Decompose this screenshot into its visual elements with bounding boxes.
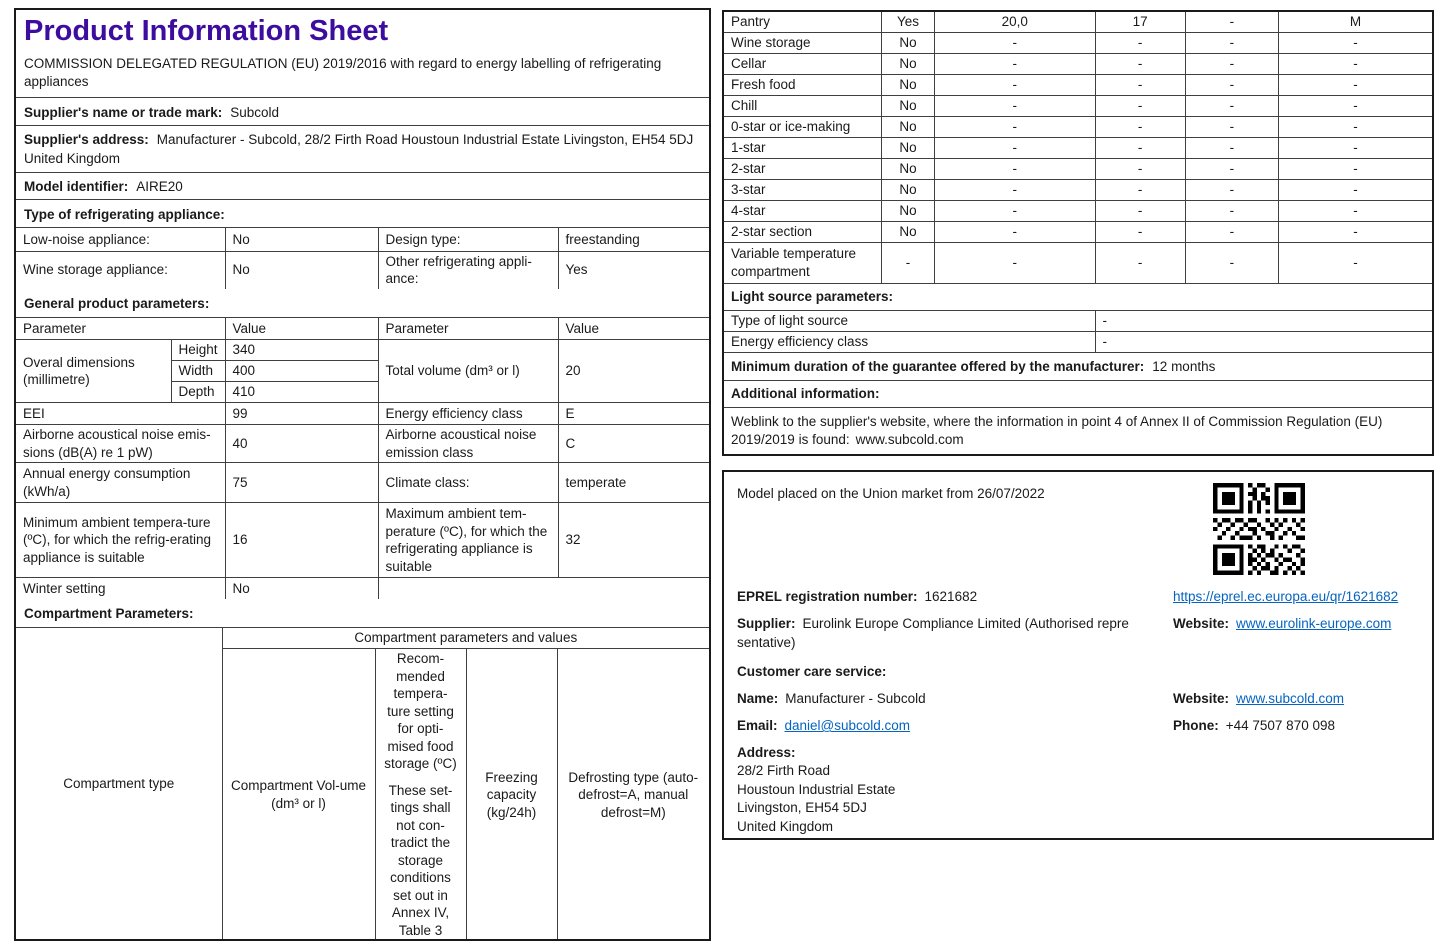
compartment-group-header: Compartment parameters and values xyxy=(222,628,709,649)
registration-box xyxy=(722,470,1434,840)
light-source-heading: Light source parameters: xyxy=(723,284,1433,311)
temp-cell: - xyxy=(1095,222,1185,243)
compartment-type-cell: 3-star xyxy=(723,180,881,201)
freezing-cell: - xyxy=(1185,138,1278,159)
compartment-header-table-wrap xyxy=(16,627,709,941)
defrost-cell: - xyxy=(1279,54,1433,75)
additional-heading: Additional information: xyxy=(723,381,1433,408)
winter-setting-value: No xyxy=(225,578,378,599)
freezing-cell: - xyxy=(1185,75,1278,96)
address-line: Livingston, EH54 5DJ xyxy=(737,800,867,815)
customer-care-heading: Customer care service: xyxy=(737,664,887,679)
present-cell: No xyxy=(881,180,934,201)
general-parameters-table xyxy=(16,318,709,599)
defrosting-type-col-header: Defrosting type (auto-defrost=A, manual defrost=M) xyxy=(557,649,709,941)
defrost-cell: - xyxy=(1279,201,1433,222)
low-noise-label: Low-noise appliance: xyxy=(16,228,225,251)
volume-cell: - xyxy=(935,117,1095,138)
wine-storage-value: No xyxy=(225,251,378,289)
email-label: Email: xyxy=(737,718,778,733)
table-row-2-star-section xyxy=(723,222,1433,243)
additional-heading-row xyxy=(723,381,1433,408)
height-value: 340 xyxy=(225,340,378,361)
min-temp-value: 16 xyxy=(225,503,378,578)
compartment-volume-col-header: Compartment Vol-ume (dm³ or l) xyxy=(222,649,375,941)
total-volume-value: 20 xyxy=(558,340,709,403)
height-label: Height xyxy=(171,340,225,361)
subcold-website-link[interactable]: www.subcold.com xyxy=(1236,691,1345,706)
defrost-cell: - xyxy=(1279,117,1433,138)
compartment-type-cell: 2-star xyxy=(723,159,881,180)
eei-value: 99 xyxy=(225,403,378,425)
temp-cell: - xyxy=(1095,96,1185,117)
compartment-values-table xyxy=(722,10,1434,456)
model-identifier-value: AIRE20 xyxy=(136,179,183,194)
noise-class-value: C xyxy=(558,425,709,463)
eprel-value: 1621682 xyxy=(924,589,978,604)
address-line: Houstoun Industrial Estate xyxy=(737,781,896,797)
defrost-cell: - xyxy=(1279,159,1433,180)
name-left xyxy=(737,691,926,706)
param-col-header: Parameter xyxy=(378,318,558,340)
climate-class-value: temperate xyxy=(558,463,709,503)
general-heading: General product parameters: xyxy=(24,295,210,311)
table-header-row xyxy=(16,318,709,340)
temp-cell: - xyxy=(1095,54,1185,75)
table-row-pantry xyxy=(723,11,1433,33)
guarantee-label: Minimum duration of the guarantee offered by the manufacturer: xyxy=(731,358,1145,374)
defrost-cell: - xyxy=(1279,222,1433,243)
depth-value: 410 xyxy=(225,382,378,403)
table-row-variable-temperature xyxy=(723,243,1433,284)
phone-label: Phone: xyxy=(1173,718,1219,733)
volume-cell: 20,0 xyxy=(935,11,1095,33)
defrost-cell: - xyxy=(1279,180,1433,201)
design-type-label: Design type: xyxy=(378,228,558,251)
table-row-4-star xyxy=(723,201,1433,222)
winter-setting-label: Winter setting xyxy=(16,578,225,599)
present-cell: - xyxy=(881,243,934,284)
compartment-type-cell: Variable temperature compartment xyxy=(723,243,881,284)
present-cell: No xyxy=(881,33,934,54)
value-col-header: Value xyxy=(225,318,378,340)
max-temp-value: 32 xyxy=(558,503,709,578)
table-row xyxy=(16,425,709,463)
title-section xyxy=(16,10,709,97)
defrost-cell: - xyxy=(1279,243,1433,284)
annual-energy-label: Annual energy consumption (kWh/a) xyxy=(16,463,225,503)
website-eurolink xyxy=(1173,614,1391,633)
weblink-text: Weblink to the supplier's website, where the information in point 4 of Annex II of Commission Regulation (EU) 2019/2019 is found: xyxy=(731,413,1383,447)
table-row-0-star xyxy=(723,117,1433,138)
other-appliance-label: Other refrigerating appli-ance: xyxy=(378,251,558,289)
table-row xyxy=(16,340,709,361)
present-cell: No xyxy=(881,117,934,138)
freezing-cell: - xyxy=(1185,180,1278,201)
compartment-type-cell: Chill xyxy=(723,96,881,117)
website-subcold xyxy=(1173,689,1344,708)
supplier-left xyxy=(737,614,1147,652)
freezing-cell: - xyxy=(1185,159,1278,180)
light-class-value: - xyxy=(1095,332,1433,353)
freezing-cell: - xyxy=(1185,222,1278,243)
compartment-heading: Compartment Parameters: xyxy=(24,605,194,621)
depth-label: Depth xyxy=(171,382,225,403)
volume-cell: - xyxy=(935,222,1095,243)
general-table-wrap xyxy=(16,317,709,599)
eprel-row xyxy=(737,587,1419,606)
defrost-cell: - xyxy=(1279,138,1433,159)
guarantee-value: 12 months xyxy=(1152,358,1216,374)
website-label: Website: xyxy=(1173,691,1230,706)
light-type-value: - xyxy=(1095,311,1433,332)
width-label: Width xyxy=(171,361,225,382)
freezing-cell: - xyxy=(1185,33,1278,54)
eprel-link[interactable]: https://eprel.ec.europa.eu/qr/1621682 xyxy=(1173,589,1399,604)
table-row-cellar xyxy=(723,54,1433,75)
light-type-label: Type of light source xyxy=(723,311,1095,332)
freezing-capacity-col-header: Freezing capacity (kg/24h) xyxy=(466,649,557,941)
page-title: Product Information Sheet xyxy=(24,15,389,47)
supplier-name-label: Supplier's name or trade mark: xyxy=(24,105,223,120)
table-row-3-star xyxy=(723,180,1433,201)
table-row xyxy=(16,403,709,425)
supplier-address-value: Manufacturer - Subcold, 28/2 Firth Road Houstoun Industrial Estate Livingston, EH54 5DJ United Kingdom xyxy=(24,132,694,166)
freezing-cell: - xyxy=(1185,54,1278,75)
defrost-cell: - xyxy=(1279,96,1433,117)
max-temp-label: Maximum ambient tem-perature (ºC), for which the refrigerating appliance is suitable xyxy=(378,503,558,578)
table-row xyxy=(16,578,709,599)
defrost-cell: M xyxy=(1279,11,1433,33)
temp-cell: - xyxy=(1095,75,1185,96)
freezing-cell: - xyxy=(1185,117,1278,138)
noise-label: Airborne acoustical noise emis-sions (dB(A) re 1 pW) xyxy=(16,425,225,463)
present-cell: No xyxy=(881,159,934,180)
table-row xyxy=(16,228,709,251)
address-block xyxy=(737,762,1419,836)
supplier-address-row xyxy=(16,125,709,172)
model-identifier-label: Model identifier: xyxy=(24,179,129,194)
compartment-type-col-header: Compartment type xyxy=(16,628,222,941)
table-row-chill xyxy=(723,96,1433,117)
supplier-label: Supplier: xyxy=(737,616,796,631)
address-line: United Kingdom xyxy=(737,818,834,834)
weblink-row xyxy=(723,408,1433,455)
name-row xyxy=(737,689,1419,708)
guarantee-row xyxy=(723,353,1433,381)
freezing-cell: - xyxy=(1185,96,1278,117)
table-row-1-star xyxy=(723,138,1433,159)
present-cell: No xyxy=(881,54,934,75)
compartment-type-cell: Fresh food xyxy=(723,75,881,96)
supplier-name-value: Subcold xyxy=(230,105,280,120)
temp-cell: - xyxy=(1095,138,1185,159)
eprel-label: EPREL registration number: xyxy=(737,589,918,604)
recommended-temp-col-header xyxy=(375,649,466,941)
type-table-wrap xyxy=(16,227,709,289)
supplier-row xyxy=(737,614,1419,652)
present-cell: No xyxy=(881,75,934,96)
supplier-value: Eurolink Europe Compliance Limited (Authorised repre sentative) xyxy=(737,616,1129,650)
compartment-type-cell: Wine storage xyxy=(723,33,881,54)
compartment-type-cell: 4-star xyxy=(723,201,881,222)
table-row-light-class xyxy=(723,332,1433,353)
light-class-label: Energy efficiency class xyxy=(723,332,1095,353)
compartment-type-cell: Cellar xyxy=(723,54,881,75)
type-table xyxy=(16,228,709,289)
website-label: Website: xyxy=(1173,616,1230,631)
volume-cell: - xyxy=(935,75,1095,96)
light-source-heading-row xyxy=(723,284,1433,311)
present-cell: Yes xyxy=(881,11,934,33)
design-type-value: freestanding xyxy=(558,228,709,251)
volume-cell: - xyxy=(935,33,1095,54)
defrost-cell: - xyxy=(1279,33,1433,54)
type-heading: Type of refrigerating appliance: xyxy=(16,199,709,227)
compartment-type-cell: 1-star xyxy=(723,138,881,159)
supplier-address-label: Supplier's address: xyxy=(24,132,149,147)
table-row-wine-storage xyxy=(723,33,1433,54)
temp-cell: - xyxy=(1095,180,1185,201)
table-row-fresh-food xyxy=(723,75,1433,96)
volume-cell: - xyxy=(935,138,1095,159)
freezing-cell: - xyxy=(1185,11,1278,33)
present-cell: No xyxy=(881,138,934,159)
regulation-text: COMMISSION DELEGATED REGULATION (EU) 2019/2016 with regard to energy labelling of refrigerating appliances xyxy=(24,56,662,89)
market-placement-row xyxy=(737,484,1419,503)
empty-cell xyxy=(378,578,709,599)
energy-class-label: Energy efficiency class xyxy=(378,403,558,425)
volume-cell: - xyxy=(935,54,1095,75)
table-row-light-type xyxy=(723,311,1433,332)
model-identifier-row xyxy=(16,172,709,199)
compartment-type-cell: 2-star section xyxy=(723,222,881,243)
temp-cell: - xyxy=(1095,243,1185,284)
width-value: 400 xyxy=(225,361,378,382)
compartment-type-cell: 0-star or ice-making xyxy=(723,117,881,138)
volume-cell: - xyxy=(935,159,1095,180)
freezing-cell: - xyxy=(1185,201,1278,222)
freezing-cell: - xyxy=(1185,243,1278,284)
volume-cell: - xyxy=(935,201,1095,222)
dimensions-label: Overal dimensions (millimetre) xyxy=(16,340,171,403)
address-line: 28/2 Firth Road xyxy=(737,763,831,778)
table-row xyxy=(16,503,709,578)
present-cell: No xyxy=(881,222,934,243)
guarantee-cell xyxy=(723,353,1433,381)
market-placement-text: Model placed on the Union market from 26/07/2022 xyxy=(737,486,1045,501)
eprel-left xyxy=(737,589,977,604)
defrost-cell: - xyxy=(1279,75,1433,96)
compartment-type-cell: Pantry xyxy=(723,11,881,33)
table-row xyxy=(16,463,709,503)
phone xyxy=(1173,716,1335,735)
recommended-temp-text-2: These set-tings shall not con-tradict the storage conditions set out in Annex IV, Table 3 xyxy=(388,782,453,938)
email-left xyxy=(737,718,910,733)
name-value: Manufacturer - Subcold xyxy=(785,691,926,706)
total-volume-label: Total volume (dm³ or l) xyxy=(378,340,558,403)
email-link[interactable]: daniel@subcold.com xyxy=(784,718,911,733)
recommended-temp-text-1: Recom-mended tempera-ture setting for opti-mised food storage (ºC) xyxy=(384,651,457,772)
volume-cell: - xyxy=(935,180,1095,201)
weblink-url: www.subcold.com xyxy=(855,431,964,447)
noise-value: 40 xyxy=(225,425,378,463)
supplier-name-row xyxy=(16,97,709,125)
compartment-header-table xyxy=(16,628,709,941)
temp-cell: - xyxy=(1095,201,1185,222)
value-col-header: Value xyxy=(558,318,709,340)
address-heading: Address: xyxy=(737,745,796,760)
noise-class-label: Airborne acoustical noise emission class xyxy=(378,425,558,463)
qr-code-image xyxy=(1213,483,1305,575)
temp-cell: - xyxy=(1095,117,1185,138)
volume-cell: - xyxy=(935,96,1095,117)
temp-cell: - xyxy=(1095,159,1185,180)
annual-energy-value: 75 xyxy=(225,463,378,503)
weblink-cell xyxy=(723,408,1433,455)
other-appliance-value: Yes xyxy=(558,251,709,289)
climate-class-label: Climate class: xyxy=(378,463,558,503)
name-label: Name: xyxy=(737,691,779,706)
temp-cell: - xyxy=(1095,33,1185,54)
volume-cell: - xyxy=(935,243,1095,284)
email-row xyxy=(737,716,1419,735)
phone-value: +44 7507 870 098 xyxy=(1225,718,1335,733)
eei-label: EEI xyxy=(16,403,225,425)
present-cell: No xyxy=(881,201,934,222)
table-row xyxy=(16,251,709,289)
low-noise-value: No xyxy=(225,228,378,251)
left-column xyxy=(14,8,711,941)
present-cell: No xyxy=(881,96,934,117)
table-row-2-star xyxy=(723,159,1433,180)
eurolink-website-link[interactable]: www.eurolink-europe.com xyxy=(1236,616,1392,631)
energy-class-value: E xyxy=(558,403,709,425)
min-temp-label: Minimum ambient tempera-ture (ºC), for which the refrig-erating appliance is suitable xyxy=(16,503,225,578)
param-col-header: Parameter xyxy=(16,318,225,340)
wine-storage-label: Wine storage appliance: xyxy=(16,251,225,289)
temp-cell: 17 xyxy=(1095,11,1185,33)
table-header-row xyxy=(16,628,709,649)
